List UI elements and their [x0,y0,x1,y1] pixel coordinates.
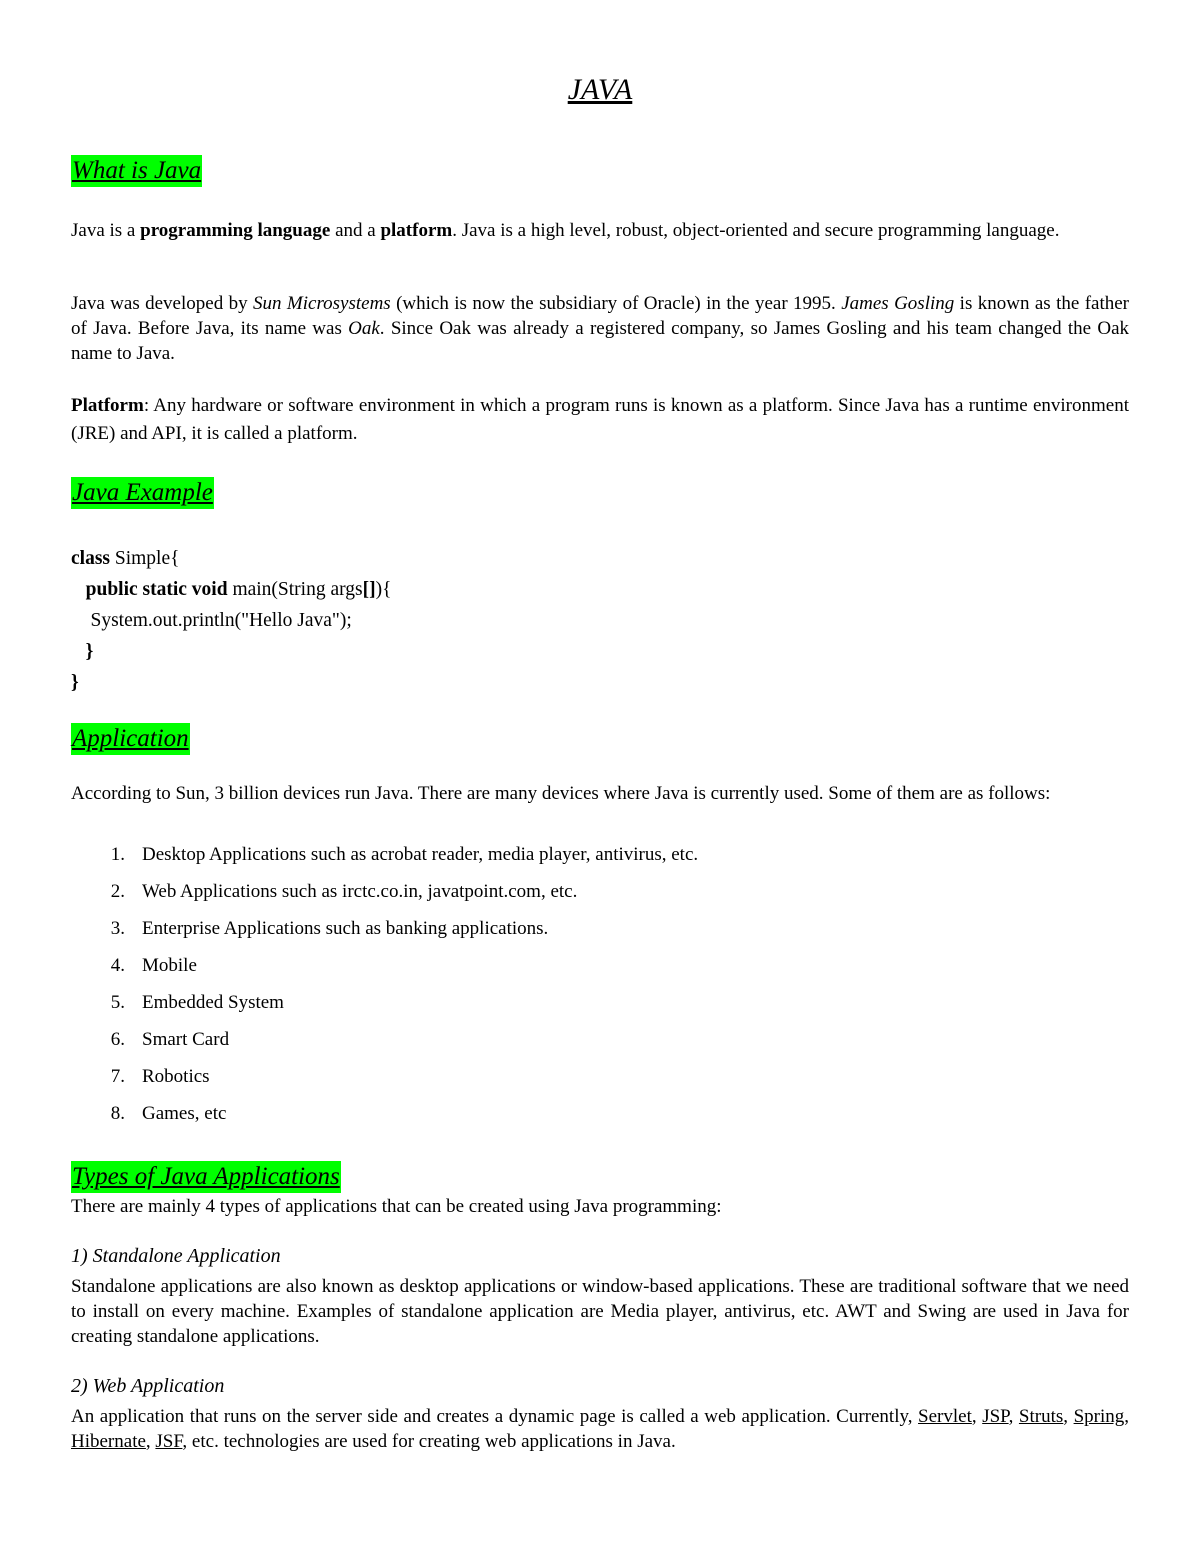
link-struts[interactable]: Struts [1018,1406,1064,1427]
code-text: main(String args [227,579,363,600]
code-brace: } [71,641,94,662]
text: Java is a [71,220,141,241]
code-brace: } [71,672,79,693]
heading-application: Application [71,723,190,755]
link-servlet[interactable]: Servlet [918,1406,972,1427]
text: , etc. technologies are used for creating web applications in Java. [182,1431,676,1452]
subheading-web-application: 2) Web Application [71,1375,225,1397]
list-item [71,953,1071,990]
list-text: Desktop Applications such as acrobat reader, media player, antivirus, etc. [142,844,699,865]
paragraph-java-definition [71,218,1129,243]
text: An application that runs on the server side and creates a dynamic page is called a web application. Currently, [71,1406,919,1427]
list-item [71,990,1071,1027]
italic-text: Sun Microsystems [253,293,391,314]
list-item [71,842,1071,879]
paragraph-web-application [71,1404,1129,1454]
text: Java was developed by [71,293,253,314]
text: : Any hardware or software environment in which a program runs is known as a platform. Since Java has a runtime environment (JRE) and API, it is called a platform. [71,395,1129,444]
list-number: 8. [110,1103,125,1124]
separator: , [1008,1406,1019,1427]
link-jsp[interactable]: JSP [982,1406,1009,1427]
subheading-standalone-application: 1) Standalone Application [71,1245,281,1267]
code-text: Simple{ [110,548,180,569]
italic-text: Oak [348,318,380,339]
paragraph-standalone-application: Standalone applications are also known as desktop applications or window-based applications. These are traditional software that we need to install on every machine. Examples of standalone application are Media player, antivirus, etc. AWT and Swing are used in Java for creating standalone applications. [71,1276,1129,1347]
code-keyword: class [71,548,110,569]
code-indent [71,579,86,600]
code-line: System.out.println("Hello Java"); [71,610,352,631]
separator: , [971,1406,983,1427]
list-number: 4. [110,955,125,976]
code-text: ){ [375,579,392,600]
list-item [71,1027,1071,1064]
separator: , [145,1431,156,1452]
paragraph-java-history [71,291,1129,366]
list-text: Web Applications such as irctc.co.in, javatpoint.com, etc. [142,881,578,902]
list-number: 7. [110,1066,125,1087]
link-hibernate[interactable]: Hibernate [71,1431,146,1452]
paragraph-types-intro: There are mainly 4 types of applications that can be created using Java programming: [71,1196,722,1217]
text: . Java is a high level, robust, object-oriented and secure programming language. [452,220,1060,241]
list-item [71,1101,1071,1138]
list-item [71,1064,1071,1101]
separator: , [1124,1406,1130,1427]
list-item [71,916,1071,953]
list-text: Games, etc [142,1103,227,1124]
list-number: 5. [110,992,125,1013]
code-line [71,667,391,698]
heading-java-example: Java Example [71,477,214,509]
list-text: Robotics [142,1066,210,1087]
heading-types-of-java-applications: Types of Java Applications [71,1161,341,1193]
list-number: 3. [110,918,125,939]
code-keyword: [] [362,579,376,600]
list-number: 2. [110,881,125,902]
bold-text: platform [380,220,453,241]
code-line [71,574,391,605]
application-list [71,842,1071,1138]
list-text: Embedded System [142,992,284,1013]
code-line [71,636,391,667]
code-line [71,543,391,574]
separator: , [1063,1406,1074,1427]
heading-what-is-java: What is Java [71,155,202,187]
list-item [71,879,1071,916]
code-keyword: public static void [85,579,228,600]
italic-text: James Gosling [841,293,955,314]
bold-text: Platform [71,395,144,416]
list-text: Smart Card [142,1029,230,1050]
text: (which is now the subsidiary of Oracle) in the year 1995. [390,293,842,314]
list-text: Mobile [142,955,197,976]
list-number: 6. [110,1029,125,1050]
page-title: JAVA [567,73,633,106]
paragraph-platform [71,392,1129,448]
list-number: 1. [110,844,125,865]
list-text: Enterprise Applications such as banking applications. [142,918,549,939]
link-spring[interactable]: Spring [1073,1406,1125,1427]
bold-text: programming language [140,220,331,241]
text: is known as the father of Java. Before Java, its name was [71,293,1130,339]
text: and a [330,220,381,241]
text: . Since Oak was already a registered company, so James Gosling and his team changed the Oak name to Java. [71,318,1130,364]
code-block [71,543,391,698]
link-jsf[interactable]: JSF [155,1431,183,1452]
paragraph-application-intro: According to Sun, 3 billion devices run Java. There are many devices where Java is currently used. Some of them are as follows: [71,783,1051,804]
